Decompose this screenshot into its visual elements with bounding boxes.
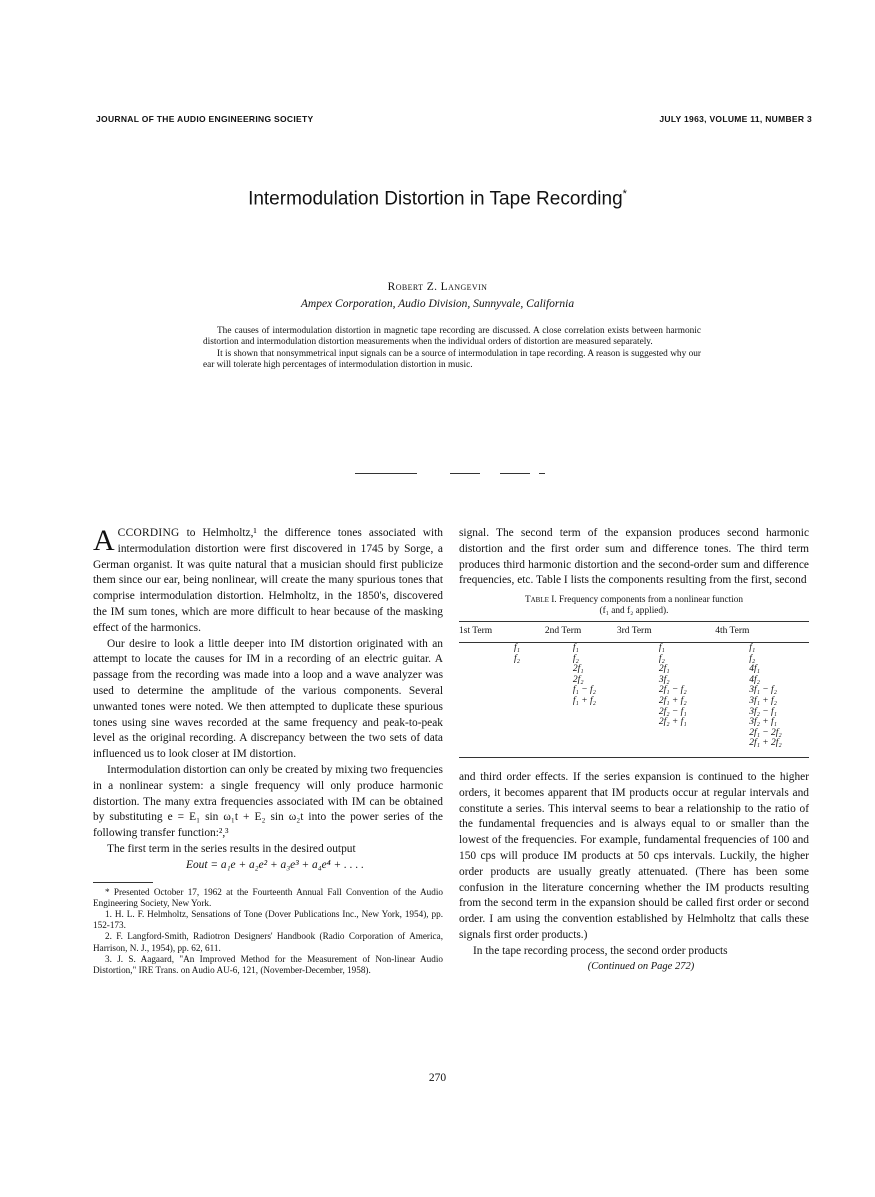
table-row xyxy=(459,728,809,739)
body-paragraph-2: Our desire to look a little deeper into IM distortion originated with an attempt to locate the causes for IM in a recording of an electric guitar. A passage from the recording was made into a loop and a wave analyzer was used to determine the amplitude of the various components. Several unwanted tones were noted. We then attempted to duplicate these spurious tones using sine waves recorded at the same frequency and peak-to-peak level as the original recording. A discrepancy between the two sets of data influenced us to look closer at IM distortion. xyxy=(93,637,443,761)
table-cell: 4f₁ xyxy=(749,664,760,675)
table-cell: 2f₁ + 2f₂ xyxy=(749,738,782,749)
table-cell: 2f₁ + f₂ xyxy=(658,695,687,706)
table-cell: f₂ xyxy=(514,653,520,664)
frequency-components-table xyxy=(459,621,809,758)
table-cell: 2f₂ − f₁ xyxy=(658,706,687,717)
table-row xyxy=(459,717,809,728)
drop-cap: A xyxy=(93,524,115,557)
footnote-3: 3. J. S. Aagaard, "An Improved Method for the Measurement of Non-linear Audio Distortion," IRE Trans. on Audio AU-6, 121, (November-December, 1958). xyxy=(93,953,443,975)
table-row xyxy=(459,654,809,665)
table-cell: 2f₁ − f₂ xyxy=(658,685,687,696)
table-cell: f₂ xyxy=(572,653,579,664)
journal-name: JOURNAL OF THE AUDIO ENGINEERING SOCIETY xyxy=(96,114,314,124)
table-caption xyxy=(459,595,809,617)
table-label: Table I. xyxy=(524,595,557,606)
table-cell xyxy=(459,728,545,739)
table-cell: 2f₁ xyxy=(658,664,670,675)
table-row xyxy=(459,707,809,718)
table-cell xyxy=(459,717,545,728)
table-cell: 3f₂ xyxy=(658,674,670,685)
table-cell: 4f₂ xyxy=(749,674,760,685)
footnote-2: 2. F. Langford-Smith, Radiotron Designers' Handbook (Radio Corporation of America, Harrison, N. J., 1954), pp. 62, 611. xyxy=(93,931,443,953)
table-row xyxy=(459,738,809,749)
body-paragraph-4: The first term in the series results in the desired output xyxy=(107,842,356,855)
table-cell: 3f₁ − f₂ xyxy=(749,685,777,696)
right-paragraph-3: In the tape recording process, the second order products xyxy=(473,944,728,957)
table-bottom-rule xyxy=(459,749,809,758)
table-cell xyxy=(545,717,617,728)
table-cell xyxy=(459,707,545,718)
author-name: Robert Z. Langevin xyxy=(387,281,488,293)
table-cell: 3f₂ − f₁ xyxy=(749,706,777,717)
table-caption-line2: (f₁ and f₂ applied). xyxy=(599,606,669,617)
table-cell: 2f₁ xyxy=(572,664,584,675)
table-cell xyxy=(545,728,617,739)
table-row xyxy=(459,675,809,686)
footnote-rule xyxy=(93,882,153,883)
table-row xyxy=(459,685,809,696)
page-number: 270 xyxy=(428,1072,447,1084)
table-row xyxy=(459,664,809,675)
right-paragraph-1: signal. The second term of the expansion produces second harmonic distortion and the first order sum and difference tones. The third term produces third harmonic distortion and the second-order sum and difference frequencies, etc. Table I lists the components resulting from the first, second xyxy=(459,527,809,587)
table-cell: 3f₂ + f₁ xyxy=(749,717,777,728)
transfer-equation: Eout = a₁e + a₂e² + a₃e³ + a₄e⁴ + . . . . xyxy=(186,858,364,871)
right-paragraph-2: and third order effects. If the series expansion is continued to the higher orders, it becomes apparent that IM products occur at regular intervals and constitute a series. This interval seems to bear a relationship to the ratio of the fundamental frequencies and is always equal to or smaller than the lowest of the frequencies. For example, fundamental frequencies of 100 and 150 cps will produce IM products at 50 cps intervals. Luckily, the higher order products are usually greatly attenuated. (There has been some confusion in the literature concerning whether the IM products resulting from the second term in the expansion should be called first order or second order. I am using the convention established by Helmholtz that calls these signals first order products.) xyxy=(459,770,809,941)
intro-first-word: CCORDING xyxy=(117,527,180,539)
table-cell: f₁ xyxy=(572,642,579,653)
left-column xyxy=(93,526,443,976)
table-row xyxy=(459,642,809,653)
abstract-paragraph-2: It is shown that nonsymmetrical input signals can be a source of intermodulation in tape recording. A reason is suggested why our ear will tolerate high percentages of intermodulation distortion in music. xyxy=(203,348,701,370)
footnote-presented: * Presented October 17, 1962 at the Fourteenth Annual Fall Convention of the Audio Engineering Society, New York. xyxy=(93,886,443,908)
right-column xyxy=(459,526,809,975)
table-cell xyxy=(459,685,545,696)
table-cell: f₁ − f₂ xyxy=(572,685,596,696)
table-cell xyxy=(617,738,715,749)
table-cell xyxy=(459,696,545,707)
section-separator xyxy=(355,473,545,474)
table-header-cell: 4th Term xyxy=(715,622,809,643)
footnote-1: 1. H. L. F. Helmholtz, Sensations of Tone (Dover Publications Inc., New York, 1954), pp. 152-173. xyxy=(93,908,443,931)
footnotes xyxy=(93,887,443,977)
table-header-cell: 2nd Term xyxy=(545,622,617,643)
table-cell: f₂ xyxy=(658,653,665,664)
table-caption-text: Frequency components from a nonlinear function xyxy=(558,595,744,606)
body-paragraph-3: Intermodulation distortion can only be created by mixing two frequencies in a nonlinear system: a single frequency will only produce harmonic distortion. The many extra frequencies associated with IM can be obtained by substituting e = E₁ sin ω₁t + E₂ sin ω₂t into the power series of the following transfer function:²,³ xyxy=(93,763,443,840)
table-cell xyxy=(545,707,617,718)
abstract-paragraph-1: The causes of intermodulation distortion in magnetic tape recording are discussed. A close correlation exists between harmonic distortion and intermodulation distortion measurements when the individual orders of distortion are measured separately. xyxy=(203,326,701,348)
table-header-cell: 3rd Term xyxy=(617,622,715,643)
title-text: Intermodulation Distortion in Tape Recording xyxy=(248,188,623,210)
paper-title xyxy=(0,188,875,210)
table-cell xyxy=(617,728,715,739)
table-cell: 2f₂ + f₁ xyxy=(658,717,687,728)
table-cell: 2f₁ − 2f₂ xyxy=(749,727,782,738)
table-cell: f₂ xyxy=(749,653,756,664)
author-affiliation: Ampex Corporation, Audio Division, Sunnyvale, California xyxy=(300,298,575,310)
table-row xyxy=(459,696,809,707)
table-cell xyxy=(545,738,617,749)
table-cell: f₁ xyxy=(514,642,520,653)
title-footnote-mark: * xyxy=(622,188,627,200)
intro-paragraph xyxy=(93,526,443,637)
table-cell: 3f₁ + f₂ xyxy=(749,695,777,706)
table-cell: f₁ + f₂ xyxy=(572,695,596,706)
abstract xyxy=(203,326,701,371)
intro-text: to Helmholtz,¹ the difference tones associated with intermodulation distortion were first discovered in 1745 by Sorge, a German organist. It was quite natural that a musician should first publicize them since our ear, being nonlinear, will create the many spurious tones that comprise intermodulation distortion. Helmholtz, in the 1850's, discovered the IM sum tones, which are more difficult to hear because of the masking effect of the harmonics. xyxy=(93,527,443,634)
table-cell xyxy=(459,664,545,675)
table-header-cell: 1st Term xyxy=(459,622,545,643)
table-header-row xyxy=(459,622,809,643)
continued-note: (Continued on Page 272) xyxy=(587,961,695,973)
table-cell: 2f₂ xyxy=(572,674,584,685)
table-cell: f₁ xyxy=(658,642,665,653)
table-cell: f₁ xyxy=(749,642,756,653)
table-cell xyxy=(459,675,545,686)
issue-info: JULY 1963, VOLUME 11, NUMBER 3 xyxy=(659,114,812,124)
table-cell xyxy=(459,738,545,749)
